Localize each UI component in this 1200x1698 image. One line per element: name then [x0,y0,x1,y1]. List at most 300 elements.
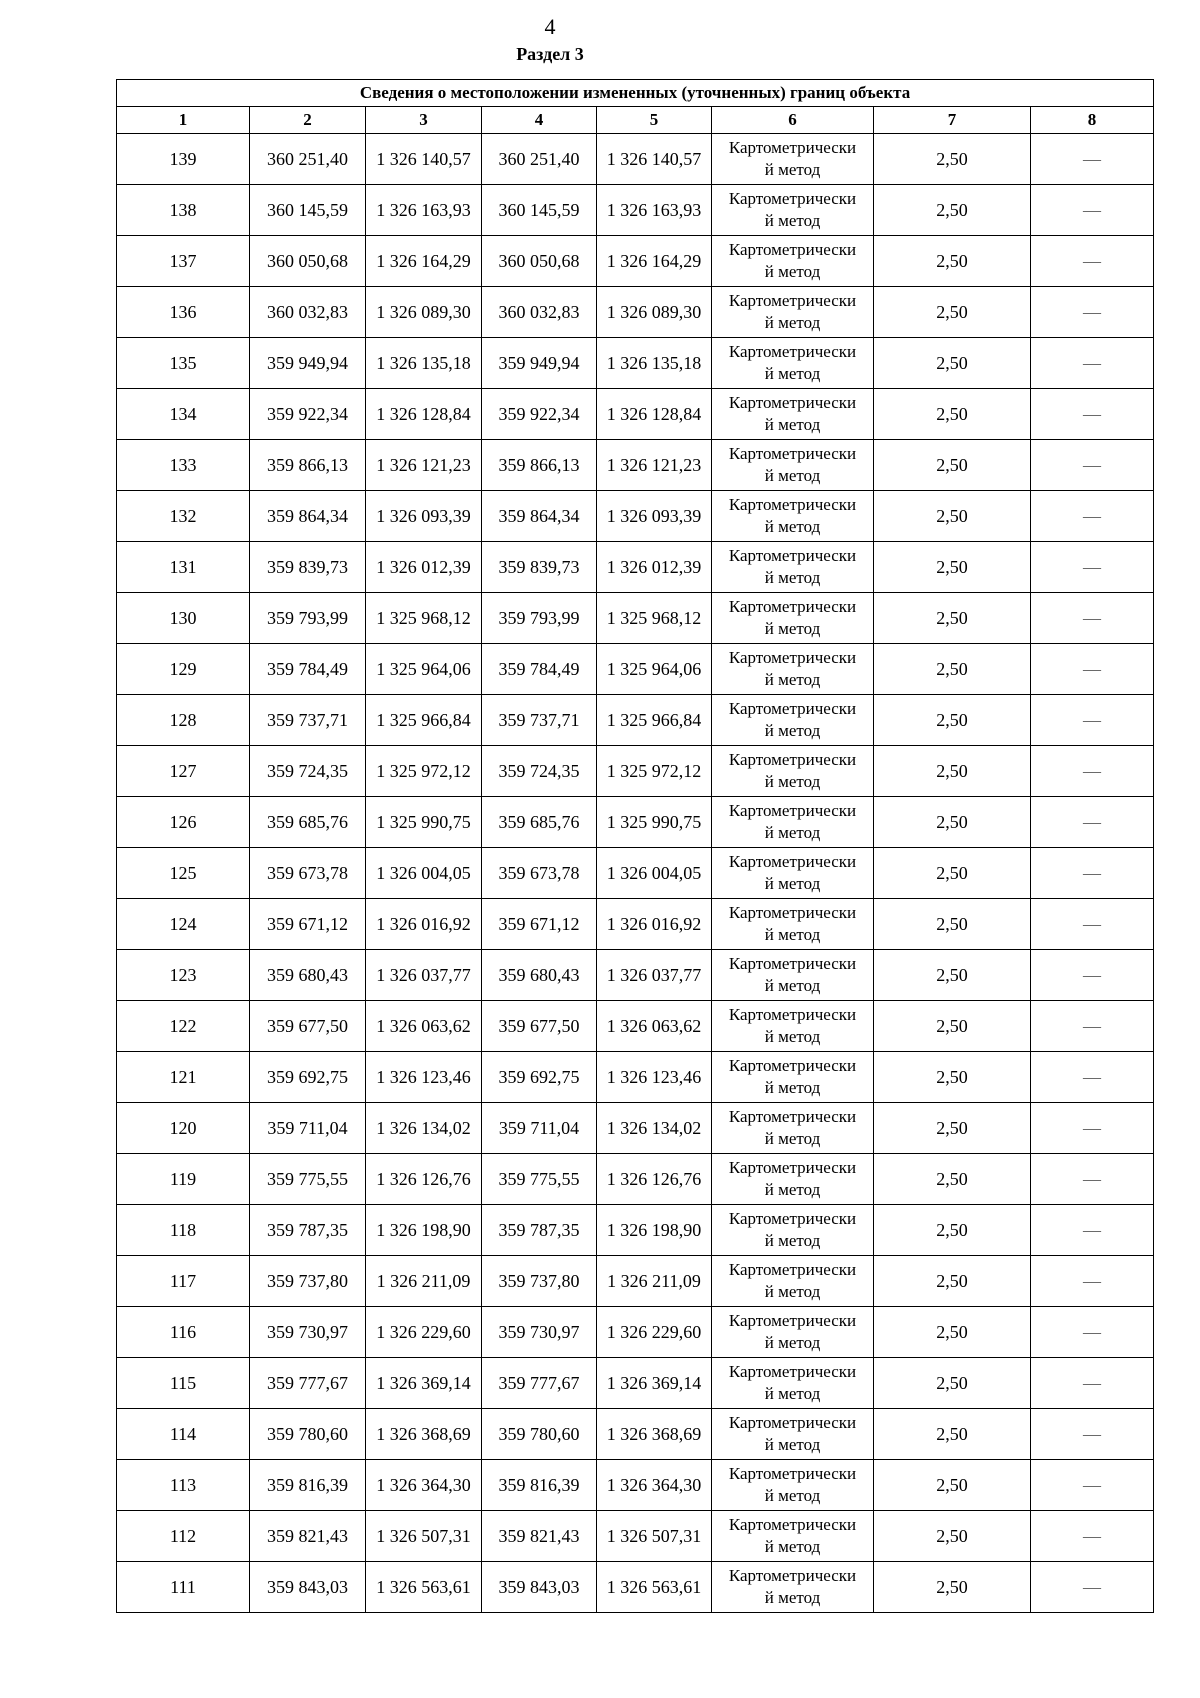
refined-y-cell: 1 326 004,05 [597,848,712,899]
method-line-2: й метод [764,1333,821,1352]
refined-y-cell: 1 326 012,39 [597,542,712,593]
point-number-cell: 127 [117,746,250,797]
existing-x-cell: 359 730,97 [250,1307,366,1358]
refined-y-cell: 1 325 968,12 [597,593,712,644]
table-row [117,338,1154,389]
point-number-cell: 115 [117,1358,250,1409]
method-line-2: й метод [764,976,821,995]
refined-x-cell: 359 777,67 [482,1358,597,1409]
existing-y-cell: 1 326 037,77 [366,950,482,1001]
refined-y-cell: 1 326 369,14 [597,1358,712,1409]
method-line-2: й метод [764,670,821,689]
note-cell: — [1031,134,1154,185]
existing-y-cell: 1 325 990,75 [366,797,482,848]
point-number-cell: 134 [117,389,250,440]
note-cell: — [1031,1154,1154,1205]
note-cell: — [1031,797,1154,848]
refined-x-cell: 359 692,75 [482,1052,597,1103]
method-line-1: Картометрически [728,1311,857,1330]
note-cell: — [1031,491,1154,542]
existing-y-cell: 1 325 964,06 [366,644,482,695]
refined-x-cell: 360 050,68 [482,236,597,287]
method-line-2: й метод [764,364,821,383]
method-cell [712,848,874,899]
method-line-1: Картометрически [728,1158,857,1177]
existing-y-cell: 1 326 004,05 [366,848,482,899]
method-line-2: й метод [764,568,821,587]
refined-y-cell: 1 326 198,90 [597,1205,712,1256]
refined-y-cell: 1 326 126,76 [597,1154,712,1205]
refined-x-cell: 359 730,97 [482,1307,597,1358]
table-row [117,1307,1154,1358]
existing-y-cell: 1 326 163,93 [366,185,482,236]
existing-x-cell: 359 737,80 [250,1256,366,1307]
point-number-cell: 122 [117,1001,250,1052]
existing-x-cell: 359 711,04 [250,1103,366,1154]
refined-y-cell: 1 326 089,30 [597,287,712,338]
point-number-cell: 113 [117,1460,250,1511]
refined-y-cell: 1 326 128,84 [597,389,712,440]
note-cell: — [1031,1562,1154,1613]
existing-x-cell: 359 793,99 [250,593,366,644]
refined-x-cell: 359 839,73 [482,542,597,593]
method-line-1: Картометрически [728,1209,857,1228]
method-cell [712,1256,874,1307]
existing-y-cell: 1 326 507,31 [366,1511,482,1562]
method-line-1: Картометрически [728,1362,857,1381]
method-line-2: й метод [764,1129,821,1148]
accuracy-cell: 2,50 [874,1052,1031,1103]
method-cell [712,185,874,236]
table-row [117,134,1154,185]
table-row [117,1511,1154,1562]
accuracy-cell: 2,50 [874,338,1031,389]
existing-y-cell: 1 326 229,60 [366,1307,482,1358]
method-line-1: Картометрически [728,1464,857,1483]
refined-y-cell: 1 326 563,61 [597,1562,712,1613]
table-row [117,1052,1154,1103]
note-cell: — [1031,338,1154,389]
accuracy-cell: 2,50 [874,389,1031,440]
refined-x-cell: 359 821,43 [482,1511,597,1562]
method-line-2: й метод [764,160,821,179]
existing-x-cell: 359 680,43 [250,950,366,1001]
method-line-2: й метод [764,772,821,791]
method-line-2: й метод [764,517,821,536]
refined-y-cell: 1 326 063,62 [597,1001,712,1052]
refined-x-cell: 359 949,94 [482,338,597,389]
accuracy-cell: 2,50 [874,440,1031,491]
accuracy-cell: 2,50 [874,950,1031,1001]
method-line-1: Картометрически [728,1005,857,1024]
method-cell [712,542,874,593]
refined-y-cell: 1 326 368,69 [597,1409,712,1460]
table-row [117,1001,1154,1052]
column-number-7: 7 [874,107,1031,134]
point-number-cell: 137 [117,236,250,287]
refined-y-cell: 1 326 134,02 [597,1103,712,1154]
existing-y-cell: 1 325 966,84 [366,695,482,746]
existing-x-cell: 359 685,76 [250,797,366,848]
note-cell: — [1031,1052,1154,1103]
table-row [117,644,1154,695]
method-line-2: й метод [764,1027,821,1046]
point-number-cell: 131 [117,542,250,593]
column-number-8: 8 [1031,107,1154,134]
accuracy-cell: 2,50 [874,1358,1031,1409]
method-cell [712,134,874,185]
existing-x-cell: 359 816,39 [250,1460,366,1511]
existing-x-cell: 360 145,59 [250,185,366,236]
refined-y-cell: 1 326 135,18 [597,338,712,389]
table-row [117,389,1154,440]
method-line-1: Картометрически [728,1260,857,1279]
refined-x-cell: 360 032,83 [482,287,597,338]
method-line-2: й метод [764,721,821,740]
refined-x-cell: 359 843,03 [482,1562,597,1613]
note-cell: — [1031,236,1154,287]
note-cell: — [1031,950,1154,1001]
existing-x-cell: 359 843,03 [250,1562,366,1613]
table-row [117,746,1154,797]
point-number-cell: 121 [117,1052,250,1103]
table-row [117,287,1154,338]
existing-y-cell: 1 326 093,39 [366,491,482,542]
refined-y-cell: 1 326 164,29 [597,236,712,287]
method-line-2: й метод [764,874,821,893]
accuracy-cell: 2,50 [874,287,1031,338]
table-row [117,695,1154,746]
method-line-1: Картометрически [728,189,857,208]
existing-y-cell: 1 326 089,30 [366,287,482,338]
boundary-coordinates-table [116,79,1154,1613]
table-row [117,1154,1154,1205]
accuracy-cell: 2,50 [874,899,1031,950]
method-line-2: й метод [764,1588,821,1607]
method-line-2: й метод [764,1537,821,1556]
method-cell [712,644,874,695]
method-cell [712,491,874,542]
method-cell [712,1460,874,1511]
point-number-cell: 129 [117,644,250,695]
method-line-2: й метод [764,1282,821,1301]
point-number-cell: 120 [117,1103,250,1154]
existing-x-cell: 359 692,75 [250,1052,366,1103]
table-row [117,491,1154,542]
method-line-2: й метод [764,1078,821,1097]
method-cell [712,287,874,338]
method-line-1: Картометрически [728,954,857,973]
table-row [117,1562,1154,1613]
refined-y-cell: 1 326 093,39 [597,491,712,542]
existing-x-cell: 359 724,35 [250,746,366,797]
accuracy-cell: 2,50 [874,542,1031,593]
existing-x-cell: 360 032,83 [250,287,366,338]
method-line-2: й метод [764,466,821,485]
note-cell: — [1031,1307,1154,1358]
existing-x-cell: 359 839,73 [250,542,366,593]
point-number-cell: 126 [117,797,250,848]
refined-x-cell: 359 775,55 [482,1154,597,1205]
method-line-2: й метод [764,1231,821,1250]
method-line-2: й метод [764,313,821,332]
refined-x-cell: 359 671,12 [482,899,597,950]
method-cell [712,440,874,491]
refined-x-cell: 359 673,78 [482,848,597,899]
point-number-cell: 130 [117,593,250,644]
point-number-cell: 116 [117,1307,250,1358]
note-cell: — [1031,389,1154,440]
method-line-2: й метод [764,1435,821,1454]
existing-y-cell: 1 325 968,12 [366,593,482,644]
method-line-1: Картометрически [728,138,857,157]
refined-x-cell: 359 922,34 [482,389,597,440]
accuracy-cell: 2,50 [874,1103,1031,1154]
existing-x-cell: 359 922,34 [250,389,366,440]
accuracy-cell: 2,50 [874,1154,1031,1205]
method-cell [712,695,874,746]
method-cell [712,746,874,797]
method-line-2: й метод [764,1486,821,1505]
table-row [117,1358,1154,1409]
refined-x-cell: 359 793,99 [482,593,597,644]
method-line-1: Картометрически [728,1515,857,1534]
note-cell: — [1031,287,1154,338]
note-cell: — [1031,848,1154,899]
method-cell [712,1154,874,1205]
point-number-cell: 125 [117,848,250,899]
refined-x-cell: 359 737,80 [482,1256,597,1307]
method-cell [712,1511,874,1562]
point-number-cell: 138 [117,185,250,236]
refined-y-cell: 1 326 229,60 [597,1307,712,1358]
method-line-2: й метод [764,415,821,434]
refined-x-cell: 359 685,76 [482,797,597,848]
existing-x-cell: 359 784,49 [250,644,366,695]
point-number-cell: 132 [117,491,250,542]
existing-x-cell: 359 673,78 [250,848,366,899]
method-line-1: Картометрически [728,1107,857,1126]
existing-y-cell: 1 326 369,14 [366,1358,482,1409]
method-cell [712,1562,874,1613]
existing-x-cell: 359 866,13 [250,440,366,491]
column-number-3: 3 [366,107,482,134]
existing-y-cell: 1 326 563,61 [366,1562,482,1613]
method-cell [712,1205,874,1256]
existing-x-cell: 359 775,55 [250,1154,366,1205]
point-number-cell: 111 [117,1562,250,1613]
refined-y-cell: 1 326 037,77 [597,950,712,1001]
method-line-2: й метод [764,925,821,944]
method-line-1: Картометрически [728,393,857,412]
note-cell: — [1031,1460,1154,1511]
table-row [117,593,1154,644]
accuracy-cell: 2,50 [874,236,1031,287]
method-cell [712,899,874,950]
point-number-cell: 112 [117,1511,250,1562]
note-cell: — [1031,185,1154,236]
method-line-1: Картометрически [728,1056,857,1075]
refined-x-cell: 359 866,13 [482,440,597,491]
method-cell [712,593,874,644]
refined-x-cell: 359 737,71 [482,695,597,746]
table-row [117,1205,1154,1256]
accuracy-cell: 2,50 [874,1256,1031,1307]
accuracy-cell: 2,50 [874,1562,1031,1613]
point-number-cell: 133 [117,440,250,491]
accuracy-cell: 2,50 [874,593,1031,644]
point-number-cell: 114 [117,1409,250,1460]
refined-x-cell: 359 864,34 [482,491,597,542]
note-cell: — [1031,644,1154,695]
column-number-row [117,107,1154,134]
accuracy-cell: 2,50 [874,185,1031,236]
table-row [117,899,1154,950]
note-cell: — [1031,1205,1154,1256]
existing-y-cell: 1 326 368,69 [366,1409,482,1460]
existing-x-cell: 360 050,68 [250,236,366,287]
method-line-1: Картометрически [728,852,857,871]
accuracy-cell: 2,50 [874,491,1031,542]
existing-y-cell: 1 326 128,84 [366,389,482,440]
refined-y-cell: 1 326 364,30 [597,1460,712,1511]
accuracy-cell: 2,50 [874,1409,1031,1460]
note-cell: — [1031,1409,1154,1460]
method-line-2: й метод [764,823,821,842]
existing-y-cell: 1 325 972,12 [366,746,482,797]
point-number-cell: 136 [117,287,250,338]
column-number-4: 4 [482,107,597,134]
note-cell: — [1031,1511,1154,1562]
method-cell [712,1001,874,1052]
existing-y-cell: 1 326 121,23 [366,440,482,491]
method-line-1: Картометрически [728,291,857,310]
refined-x-cell: 359 711,04 [482,1103,597,1154]
section-title: Раздел 3 [516,44,584,64]
refined-x-cell: 360 251,40 [482,134,597,185]
note-cell: — [1031,695,1154,746]
existing-x-cell: 359 949,94 [250,338,366,389]
refined-y-cell: 1 325 966,84 [597,695,712,746]
note-cell: — [1031,1256,1154,1307]
existing-x-cell: 360 251,40 [250,134,366,185]
existing-y-cell: 1 326 134,02 [366,1103,482,1154]
refined-x-cell: 359 784,49 [482,644,597,695]
column-number-5: 5 [597,107,712,134]
table-caption: Сведения о местоположении измененных (уточненных) границ объекта [117,80,1154,107]
column-number-1: 1 [117,107,250,134]
existing-y-cell: 1 326 140,57 [366,134,482,185]
table-row [117,185,1154,236]
refined-x-cell: 359 787,35 [482,1205,597,1256]
note-cell: — [1031,593,1154,644]
method-cell [712,236,874,287]
method-line-1: Картометрически [728,342,857,361]
refined-y-cell: 1 325 972,12 [597,746,712,797]
method-line-2: й метод [764,262,821,281]
refined-y-cell: 1 326 211,09 [597,1256,712,1307]
method-line-1: Картометрически [728,903,857,922]
point-number-cell: 119 [117,1154,250,1205]
refined-x-cell: 359 677,50 [482,1001,597,1052]
existing-y-cell: 1 326 012,39 [366,542,482,593]
method-line-1: Картометрически [728,546,857,565]
method-cell [712,1103,874,1154]
method-cell [712,1358,874,1409]
table-row [117,848,1154,899]
table-row [117,950,1154,1001]
method-line-2: й метод [764,1384,821,1403]
refined-x-cell: 359 780,60 [482,1409,597,1460]
method-line-1: Картометрически [728,444,857,463]
refined-y-cell: 1 326 123,46 [597,1052,712,1103]
accuracy-cell: 2,50 [874,1511,1031,1562]
table-body [117,134,1154,1613]
method-line-1: Картометрически [728,750,857,769]
method-cell [712,797,874,848]
existing-x-cell: 359 737,71 [250,695,366,746]
accuracy-cell: 2,50 [874,1307,1031,1358]
accuracy-cell: 2,50 [874,746,1031,797]
table-row [117,1103,1154,1154]
existing-y-cell: 1 326 164,29 [366,236,482,287]
method-cell [712,1409,874,1460]
existing-x-cell: 359 777,67 [250,1358,366,1409]
accuracy-cell: 2,50 [874,797,1031,848]
method-line-1: Картометрически [728,495,857,514]
method-line-1: Картометрически [728,1566,857,1585]
method-cell [712,950,874,1001]
method-line-1: Картометрически [728,801,857,820]
accuracy-cell: 2,50 [874,1460,1031,1511]
point-number-cell: 117 [117,1256,250,1307]
existing-y-cell: 1 326 211,09 [366,1256,482,1307]
table-row [117,1409,1154,1460]
refined-y-cell: 1 326 140,57 [597,134,712,185]
method-line-1: Картометрически [728,597,857,616]
existing-x-cell: 359 787,35 [250,1205,366,1256]
accuracy-cell: 2,50 [874,644,1031,695]
existing-y-cell: 1 326 198,90 [366,1205,482,1256]
existing-x-cell: 359 677,50 [250,1001,366,1052]
note-cell: — [1031,1358,1154,1409]
refined-x-cell: 359 724,35 [482,746,597,797]
page-number: 4 [544,14,556,39]
existing-y-cell: 1 326 126,76 [366,1154,482,1205]
method-line-1: Картометрически [728,648,857,667]
method-cell [712,1307,874,1358]
existing-y-cell: 1 326 063,62 [366,1001,482,1052]
accuracy-cell: 2,50 [874,1205,1031,1256]
method-line-2: й метод [764,211,821,230]
table-row [117,797,1154,848]
refined-y-cell: 1 326 507,31 [597,1511,712,1562]
note-cell: — [1031,1103,1154,1154]
column-number-6: 6 [712,107,874,134]
note-cell: — [1031,542,1154,593]
accuracy-cell: 2,50 [874,848,1031,899]
point-number-cell: 128 [117,695,250,746]
refined-y-cell: 1 325 990,75 [597,797,712,848]
table-row [117,542,1154,593]
existing-x-cell: 359 864,34 [250,491,366,542]
table-row [117,236,1154,287]
refined-y-cell: 1 325 964,06 [597,644,712,695]
note-cell: — [1031,746,1154,797]
existing-y-cell: 1 326 135,18 [366,338,482,389]
refined-y-cell: 1 326 016,92 [597,899,712,950]
point-number-cell: 118 [117,1205,250,1256]
